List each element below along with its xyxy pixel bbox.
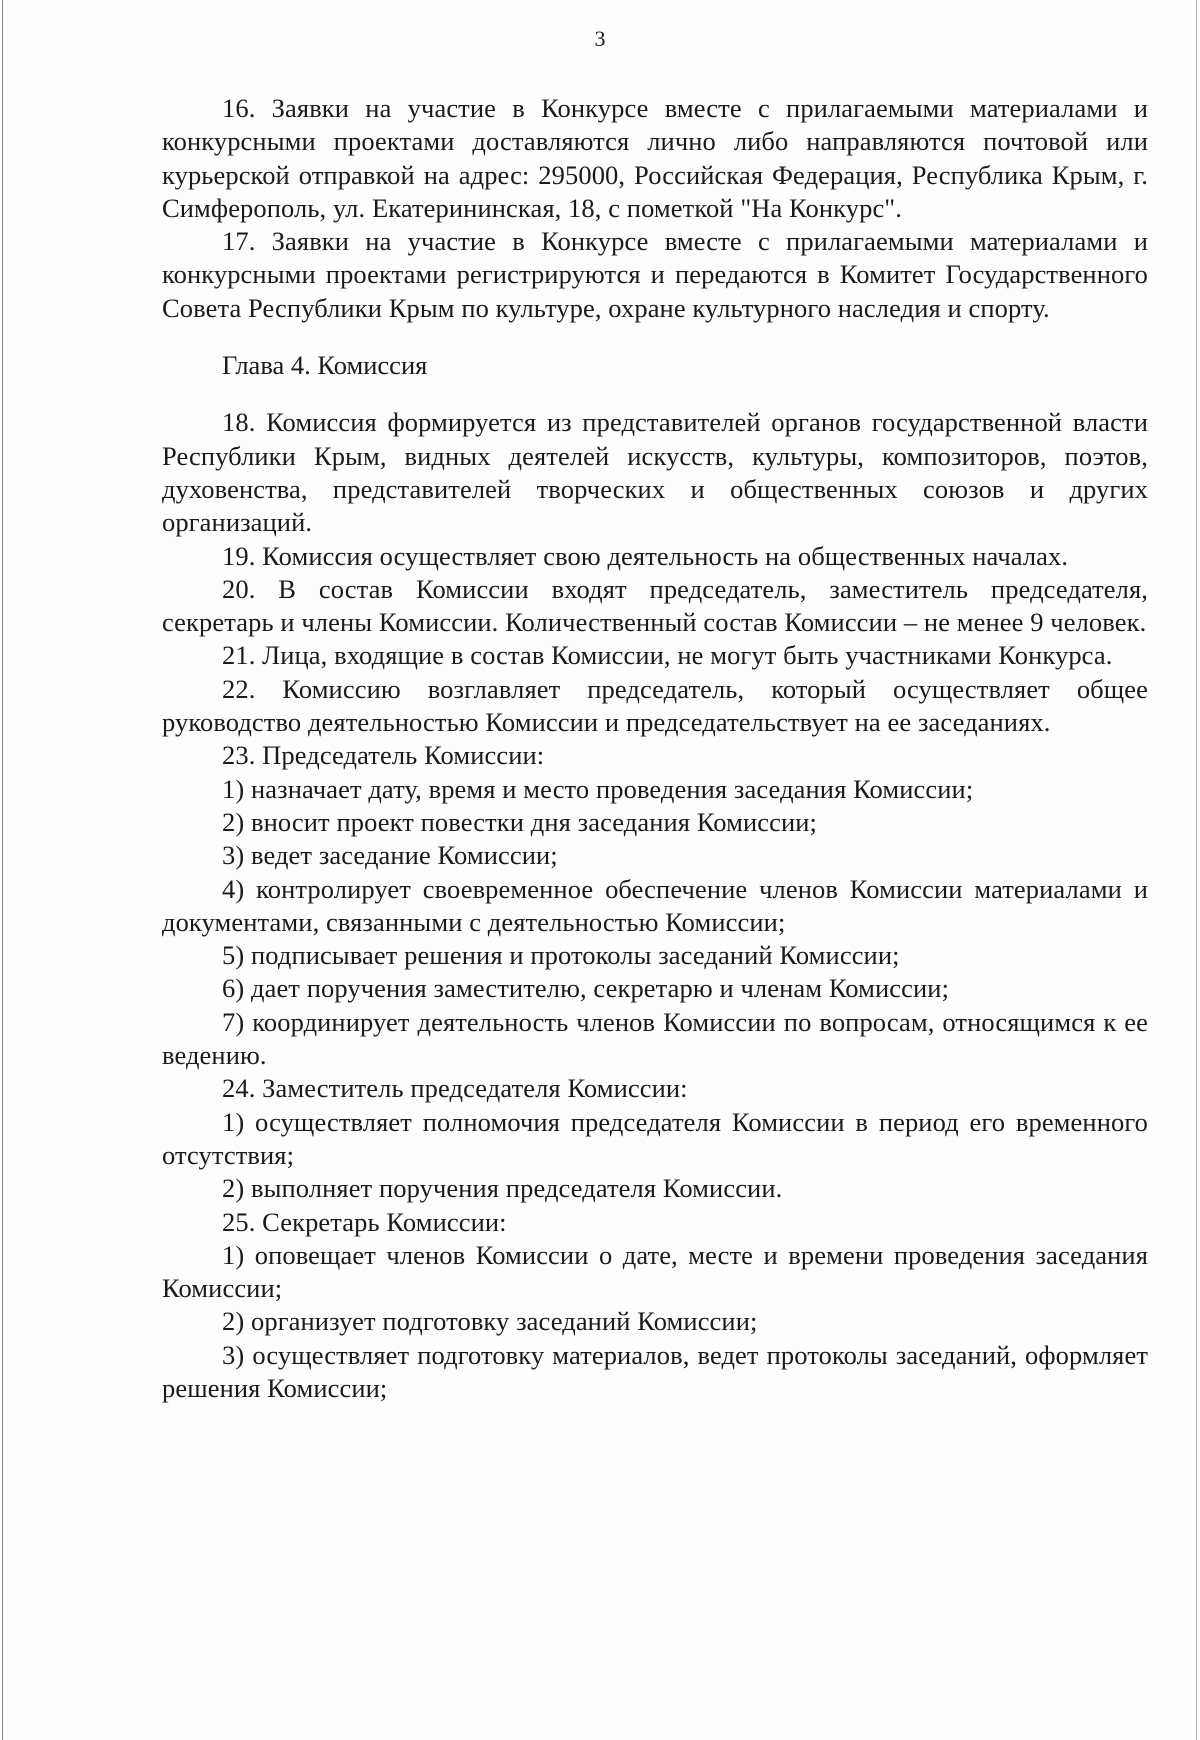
list-item-24-1: 1) осуществляет полномочия председателя Комиссии в период его временного отсутствия; (162, 1106, 1148, 1170)
paragraph-22: 22. Комиссию возглавляет председатель, который осуществляет общее руководство деятельностью Комиссии и председательствует на ее заседаниях. (162, 673, 1148, 738)
list-item-23-4: 4) контролирует своевременное обеспечение членов Комиссии материалами и документами, связанными с деятельностью Комиссии; (162, 873, 1148, 937)
paragraph-17: 17. Заявки на участие в Конкурсе вместе с прилагаемыми материалами и конкурсными проектами регистрируются и передаются в Комитет Государственного Совета Республики Крым по культуре, охране культурного наследия и спорту. (162, 226, 1148, 323)
list-item-25-3: 3) осуществляет подготовку материалов, ведет протоколы заседаний, оформляет решения Комиссии; (162, 1339, 1148, 1403)
list-item-25-2: 2) организует подготовку заседаний Комиссии; (222, 1306, 758, 1337)
page-number: 3 (594, 26, 606, 51)
paragraph-16: 16. Заявки на участие в Конкурсе вместе с прилагаемыми материалами и конкурсными проектами доставляются лично либо направляются почтовой или курьерской отправкой на адрес: 295000, Российская Федерация, Республика Крым, г. Симферополь, ул. Екатерининская, 18, с пометкой "На Конкурс". (162, 93, 1148, 223)
chapter-heading: Глава 4. Комиссия (222, 350, 428, 381)
list-item-23-5: 5) подписывает решения и протоколы заседаний Комиссии; (222, 940, 900, 971)
list-item-23-1: 1) назначает дату, время и место проведения заседания Комиссии; (222, 773, 974, 804)
list-item-23-7: 7) координирует деятельность членов Комиссии по вопросам, относящимся к ее ведению. (162, 1006, 1148, 1071)
paragraph-25: 25. Секретарь Комиссии: (222, 1206, 507, 1237)
scan-edge-right (1196, 0, 1197, 1740)
paragraph-20: 20. В состав Комиссии входят председатель, заместитель председателя, секретарь и члены Комиссии. Количественный состав Комиссии – не менее 9 человек. (162, 573, 1148, 638)
list-item-23-3: 3) ведет заседание Комиссии; (222, 840, 558, 871)
list-item-24-2: 2) выполняет поручения председателя Комиссии. (222, 1173, 783, 1204)
document-body (162, 92, 1148, 1405)
list-item-23-2: 2) вносит проект повестки дня заседания Комиссии; (222, 806, 818, 837)
list-item-25-1: 1) оповещает членов Комиссии о дате, месте и времени проведения заседания Комиссии; (162, 1239, 1148, 1304)
scan-edge-left (2, 0, 3, 1740)
paragraph-24: 24. Заместитель председателя Комиссии: (222, 1073, 688, 1104)
list-item-23-6: 6) дает поручения заместителю, секретарю и членам Комиссии; (222, 973, 950, 1004)
paragraph-21: 21. Лица, входящие в состав Комиссии, не могут быть участниками Конкурса. (222, 640, 1113, 671)
paragraph-18: 18. Комиссия формируется из представителей органов государственной власти Республики Крым, видных деятелей искусств, культуры, композиторов, поэтов, духовенства, представителей творческих и общественных союзов и других организаций. (162, 407, 1148, 538)
paragraph-19: 19. Комиссия осуществляет свою деятельность на общественных началах. (222, 540, 1069, 571)
paragraph-23: 23. Председатель Комиссии: (222, 740, 545, 771)
